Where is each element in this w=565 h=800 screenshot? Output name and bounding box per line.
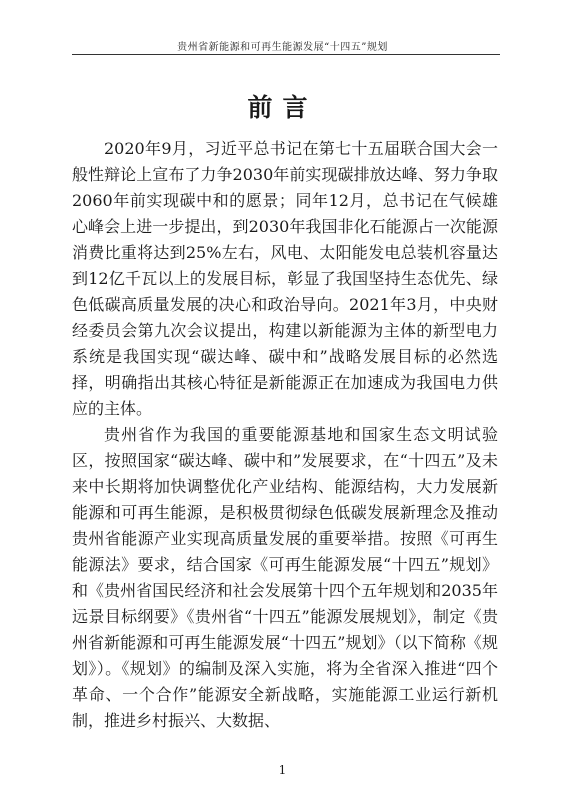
running-header: 贵州省新能源和可再生能源发展“十四五”规划 [177,42,388,53]
body-text [72,136,498,734]
page-title: 前言 [247,93,318,122]
page-number: 1 [278,763,287,777]
paragraph: 2020年9月，习近平总书记在第七十五届联合国大会一般性辩论上宣布了力争2030年前实现碳排放达峰、努力争取2060年前实现碳中和的愿景；同年12月，总书记在气候雄心峰会上进一步提出，到2030年我国非化石能源占一次能源消费比重将达到25%左右，风电、太阳能发电总装机容量达到12亿千瓦以上的发展目标，彰显了我国坚持生态优先、绿色低碳高质量发展的决心和政治导向。2021年3月，中央财经委员会第九次会议提出，构建以新能源为主体的新型电力系统是我国实现“碳达峰、碳中和”战略发展目标的必然选择，明确指出其核心特征是新能源正在加速成为我国电力供应的主体。 [72,139,498,418]
paragraph: 贵州省作为我国的重要能源基地和国家生态文明试验区，按照国家“碳达峰、碳中和”发展要求，在“十四五”及未来中长期将加快调整优化产业结构、能源结构，大力发展新能源和可再生能源，是积极贯彻绿色低碳发展新理念及推动贵州省能源产业实现高质量发展的重要举措。按照《可再生能源法》要求，结合国家《可再生能源发展“十四五”规划》和《贵州省国民经济和社会发展第十四个五年规划和2035年远景目标纲要》《贵州省“十四五”能源发展规划》，制定《贵州省新能源和可再生能源发展“十四五”规划》（以下简称《规划》）。《规划》的编制及深入实施，将为全省深入推进“四个革命、一个合作”能源安全新战略，实施能源工业运行新机制，推进乡村振兴、大数据、 [72,425,498,730]
header-divider [72,54,500,55]
